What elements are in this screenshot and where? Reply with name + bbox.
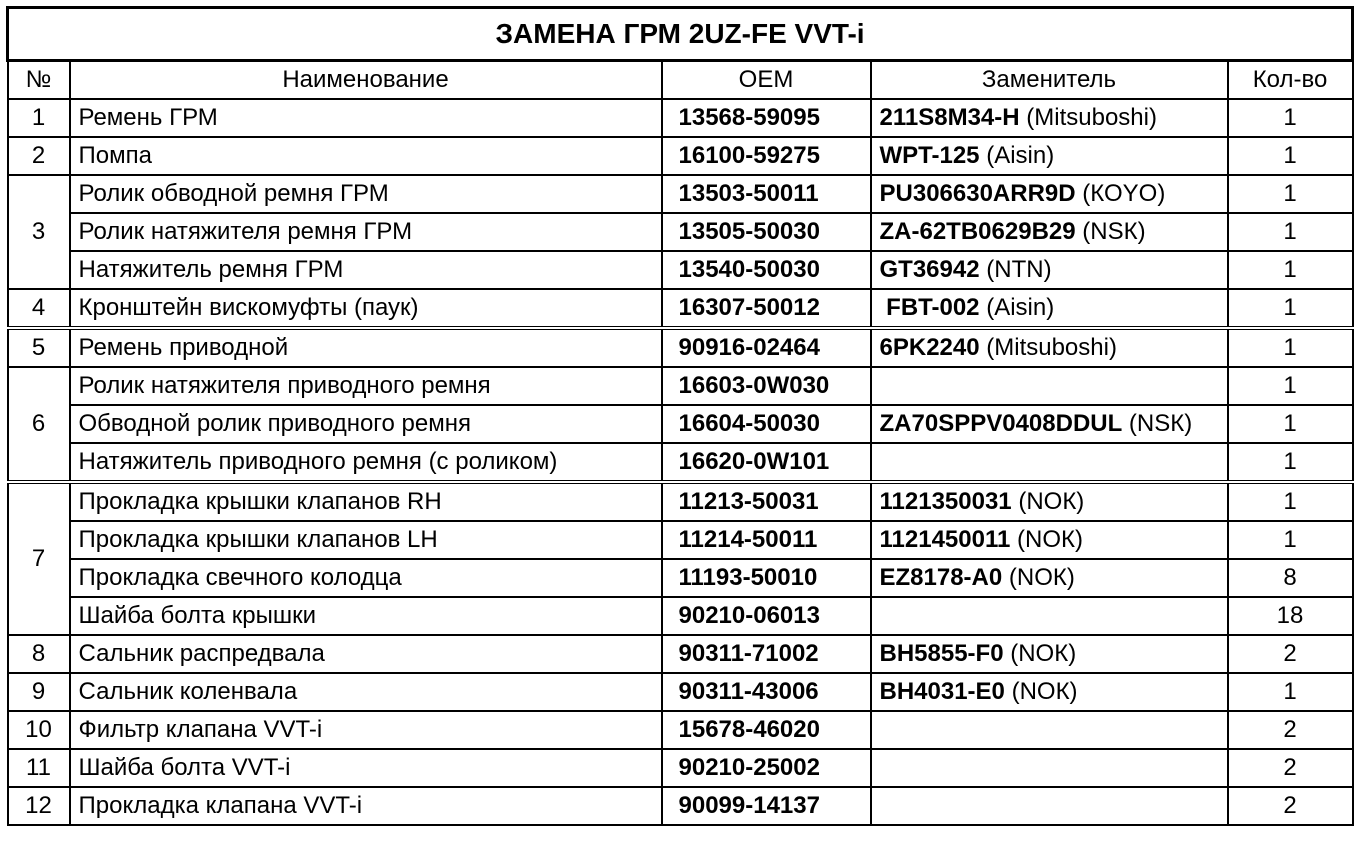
row-number: 5: [8, 328, 70, 367]
table-row: [8, 749, 1353, 787]
table-row: [8, 328, 1353, 367]
row-number: 1: [8, 99, 70, 137]
replacement: [871, 482, 1228, 521]
replacement-part-number: PU306630ARR9D: [879, 180, 1076, 207]
table-title: ЗАМЕНА ГРМ 2UZ-FE VVT-i: [8, 8, 1353, 61]
replacement: [871, 99, 1228, 137]
replacement-part-number: 6PK2240: [879, 334, 980, 361]
part-name: Ролик натяжителя ремня ГРМ: [70, 213, 662, 251]
part-name: Прокладка клапана VVT-i: [70, 787, 662, 825]
row-number: 11: [8, 749, 70, 787]
replacement: [871, 749, 1228, 787]
part-name: Натяжитель ремня ГРМ: [70, 251, 662, 289]
table-row: [8, 673, 1353, 711]
replacement-part-number: EZ8178-A0: [879, 564, 1003, 591]
oem-number: 13540-50030: [662, 251, 871, 289]
parts-table: [6, 6, 1354, 826]
oem-number: 13568-59095: [662, 99, 871, 137]
row-number: 2: [8, 137, 70, 175]
table-row: [8, 213, 1353, 251]
oem-number: 11193-50010: [662, 559, 871, 597]
table-body: [8, 99, 1353, 825]
oem-number: 90099-14137: [662, 787, 871, 825]
replacement: [871, 213, 1228, 251]
part-name: Натяжитель приводного ремня (с роликом): [70, 443, 662, 482]
oem-number: 13503-50011: [662, 175, 871, 213]
replacement: [871, 289, 1228, 328]
row-number: 7: [8, 482, 70, 635]
table-row: [8, 711, 1353, 749]
oem-number: 11214-50011: [662, 521, 871, 559]
replacement-brand: (NOК): [1004, 678, 1078, 705]
replacement-part-number: 1121350031: [879, 488, 1012, 515]
quantity: 1: [1228, 405, 1353, 443]
part-name: Прокладка крышки клапанов RH: [70, 482, 662, 521]
quantity: 2: [1228, 711, 1353, 749]
table-row: [8, 289, 1353, 328]
replacement: [871, 405, 1228, 443]
part-name: Фильтр клапана VVT-i: [70, 711, 662, 749]
oem-number: 90916-02464: [662, 328, 871, 367]
row-number: 10: [8, 711, 70, 749]
replacement: [871, 559, 1228, 597]
replacement-brand: (КОYO): [1075, 180, 1166, 207]
replacement-brand: (Mitsuboshi): [979, 334, 1117, 361]
oem-number: 13505-50030: [662, 213, 871, 251]
part-name: Кронштейн вискомуфты (паук): [70, 289, 662, 328]
quantity: 2: [1228, 787, 1353, 825]
quantity: 1: [1228, 99, 1353, 137]
row-number: 8: [8, 635, 70, 673]
oem-number: 15678-46020: [662, 711, 871, 749]
header-row: [8, 61, 1353, 100]
part-name: Ролик обводной ремня ГРМ: [70, 175, 662, 213]
part-name: Ролик натяжителя приводного ремня: [70, 367, 662, 405]
oem-number: 16307-50012: [662, 289, 871, 328]
quantity: 1: [1228, 443, 1353, 482]
table-row: [8, 175, 1353, 213]
quantity: 2: [1228, 635, 1353, 673]
oem-number: 90210-06013: [662, 597, 871, 635]
oem-number: 90311-71002: [662, 635, 871, 673]
part-name: Сальник распредвала: [70, 635, 662, 673]
table-row: [8, 137, 1353, 175]
replacement: [871, 175, 1228, 213]
replacement-brand: (Aisin): [979, 142, 1055, 169]
replacement-part-number: ZA-62TB0629B29: [879, 218, 1076, 245]
table-row: [8, 597, 1353, 635]
oem-number: 16604-50030: [662, 405, 871, 443]
oem-number: 16620-0W101: [662, 443, 871, 482]
replacement-brand: (NOК): [1002, 564, 1075, 591]
replacement-brand: (NOК): [1003, 640, 1077, 667]
replacement-part-number: 1121450011: [879, 526, 1011, 553]
row-number: 9: [8, 673, 70, 711]
quantity: 2: [1228, 749, 1353, 787]
oem-number: 16100-59275: [662, 137, 871, 175]
header-quantity: Кол-во: [1228, 61, 1353, 100]
header-replacement: Заменитель: [871, 61, 1228, 100]
part-name: Ремень приводной: [70, 328, 662, 367]
table-row: [8, 367, 1353, 405]
quantity: 1: [1228, 175, 1353, 213]
table-row: [8, 635, 1353, 673]
oem-number: 11213-50031: [662, 482, 871, 521]
replacement: [871, 635, 1228, 673]
replacement: [871, 711, 1228, 749]
replacement: [871, 443, 1228, 482]
replacement: [871, 367, 1228, 405]
replacement-brand: (NOК): [1011, 488, 1085, 515]
quantity: 1: [1228, 673, 1353, 711]
replacement-brand: (NSК): [1122, 410, 1193, 437]
replacement-part-number: GT36942: [879, 256, 980, 283]
table-row: [8, 521, 1353, 559]
replacement-part-number: FBT-002: [879, 294, 980, 321]
replacement: [871, 673, 1228, 711]
row-number: 6: [8, 367, 70, 482]
replacement-brand: (NTN): [979, 256, 1052, 283]
quantity: 1: [1228, 137, 1353, 175]
table-row: [8, 482, 1353, 521]
replacement-brand: (NOК): [1010, 526, 1083, 553]
replacement-part-number: WPT-125: [879, 142, 980, 169]
replacement-part-number: BH5855-F0: [879, 640, 1004, 667]
table-row: [8, 443, 1353, 482]
replacement-brand: (NSК): [1075, 218, 1146, 245]
header-oem: OEM: [662, 61, 871, 100]
row-number: 12: [8, 787, 70, 825]
table-row: [8, 787, 1353, 825]
table-row: [8, 559, 1353, 597]
header-name: Наименование: [70, 61, 662, 100]
quantity: 1: [1228, 289, 1353, 328]
quantity: 1: [1228, 251, 1353, 289]
replacement-part-number: ZA70SPPV0408DDUL: [879, 410, 1123, 437]
replacement: [871, 251, 1228, 289]
row-number: 3: [8, 175, 70, 289]
replacement: [871, 597, 1228, 635]
table-row: [8, 99, 1353, 137]
replacement-brand: (Aisin): [979, 294, 1055, 321]
quantity: 1: [1228, 213, 1353, 251]
replacement: [871, 787, 1228, 825]
replacement-part-number: BH4031-E0: [879, 678, 1005, 705]
part-name: Прокладка свечного колодца: [70, 559, 662, 597]
replacement: [871, 521, 1228, 559]
quantity: 1: [1228, 367, 1353, 405]
part-name: Шайба болта крышки: [70, 597, 662, 635]
replacement-part-number: 211S8M34-H: [879, 104, 1020, 131]
part-name: Прокладка крышки клапанов LH: [70, 521, 662, 559]
table-row: [8, 405, 1353, 443]
header-number: №: [8, 61, 70, 100]
quantity: 1: [1228, 328, 1353, 367]
part-name: Обводной ролик приводного ремня: [70, 405, 662, 443]
quantity: 1: [1228, 521, 1353, 559]
replacement: [871, 328, 1228, 367]
quantity: 18: [1228, 597, 1353, 635]
parts-sheet: [6, 6, 1351, 826]
oem-number: 90210-25002: [662, 749, 871, 787]
table-row: [8, 251, 1353, 289]
replacement: [871, 137, 1228, 175]
oem-number: 16603-0W030: [662, 367, 871, 405]
oem-number: 90311-43006: [662, 673, 871, 711]
part-name: Сальник коленвала: [70, 673, 662, 711]
part-name: Шайба болта VVT-i: [70, 749, 662, 787]
row-number: 4: [8, 289, 70, 328]
part-name: Помпа: [70, 137, 662, 175]
quantity: 8: [1228, 559, 1353, 597]
quantity: 1: [1228, 482, 1353, 521]
replacement-brand: (Mitsuboshi): [1019, 104, 1157, 131]
part-name: Ремень ГРМ: [70, 99, 662, 137]
